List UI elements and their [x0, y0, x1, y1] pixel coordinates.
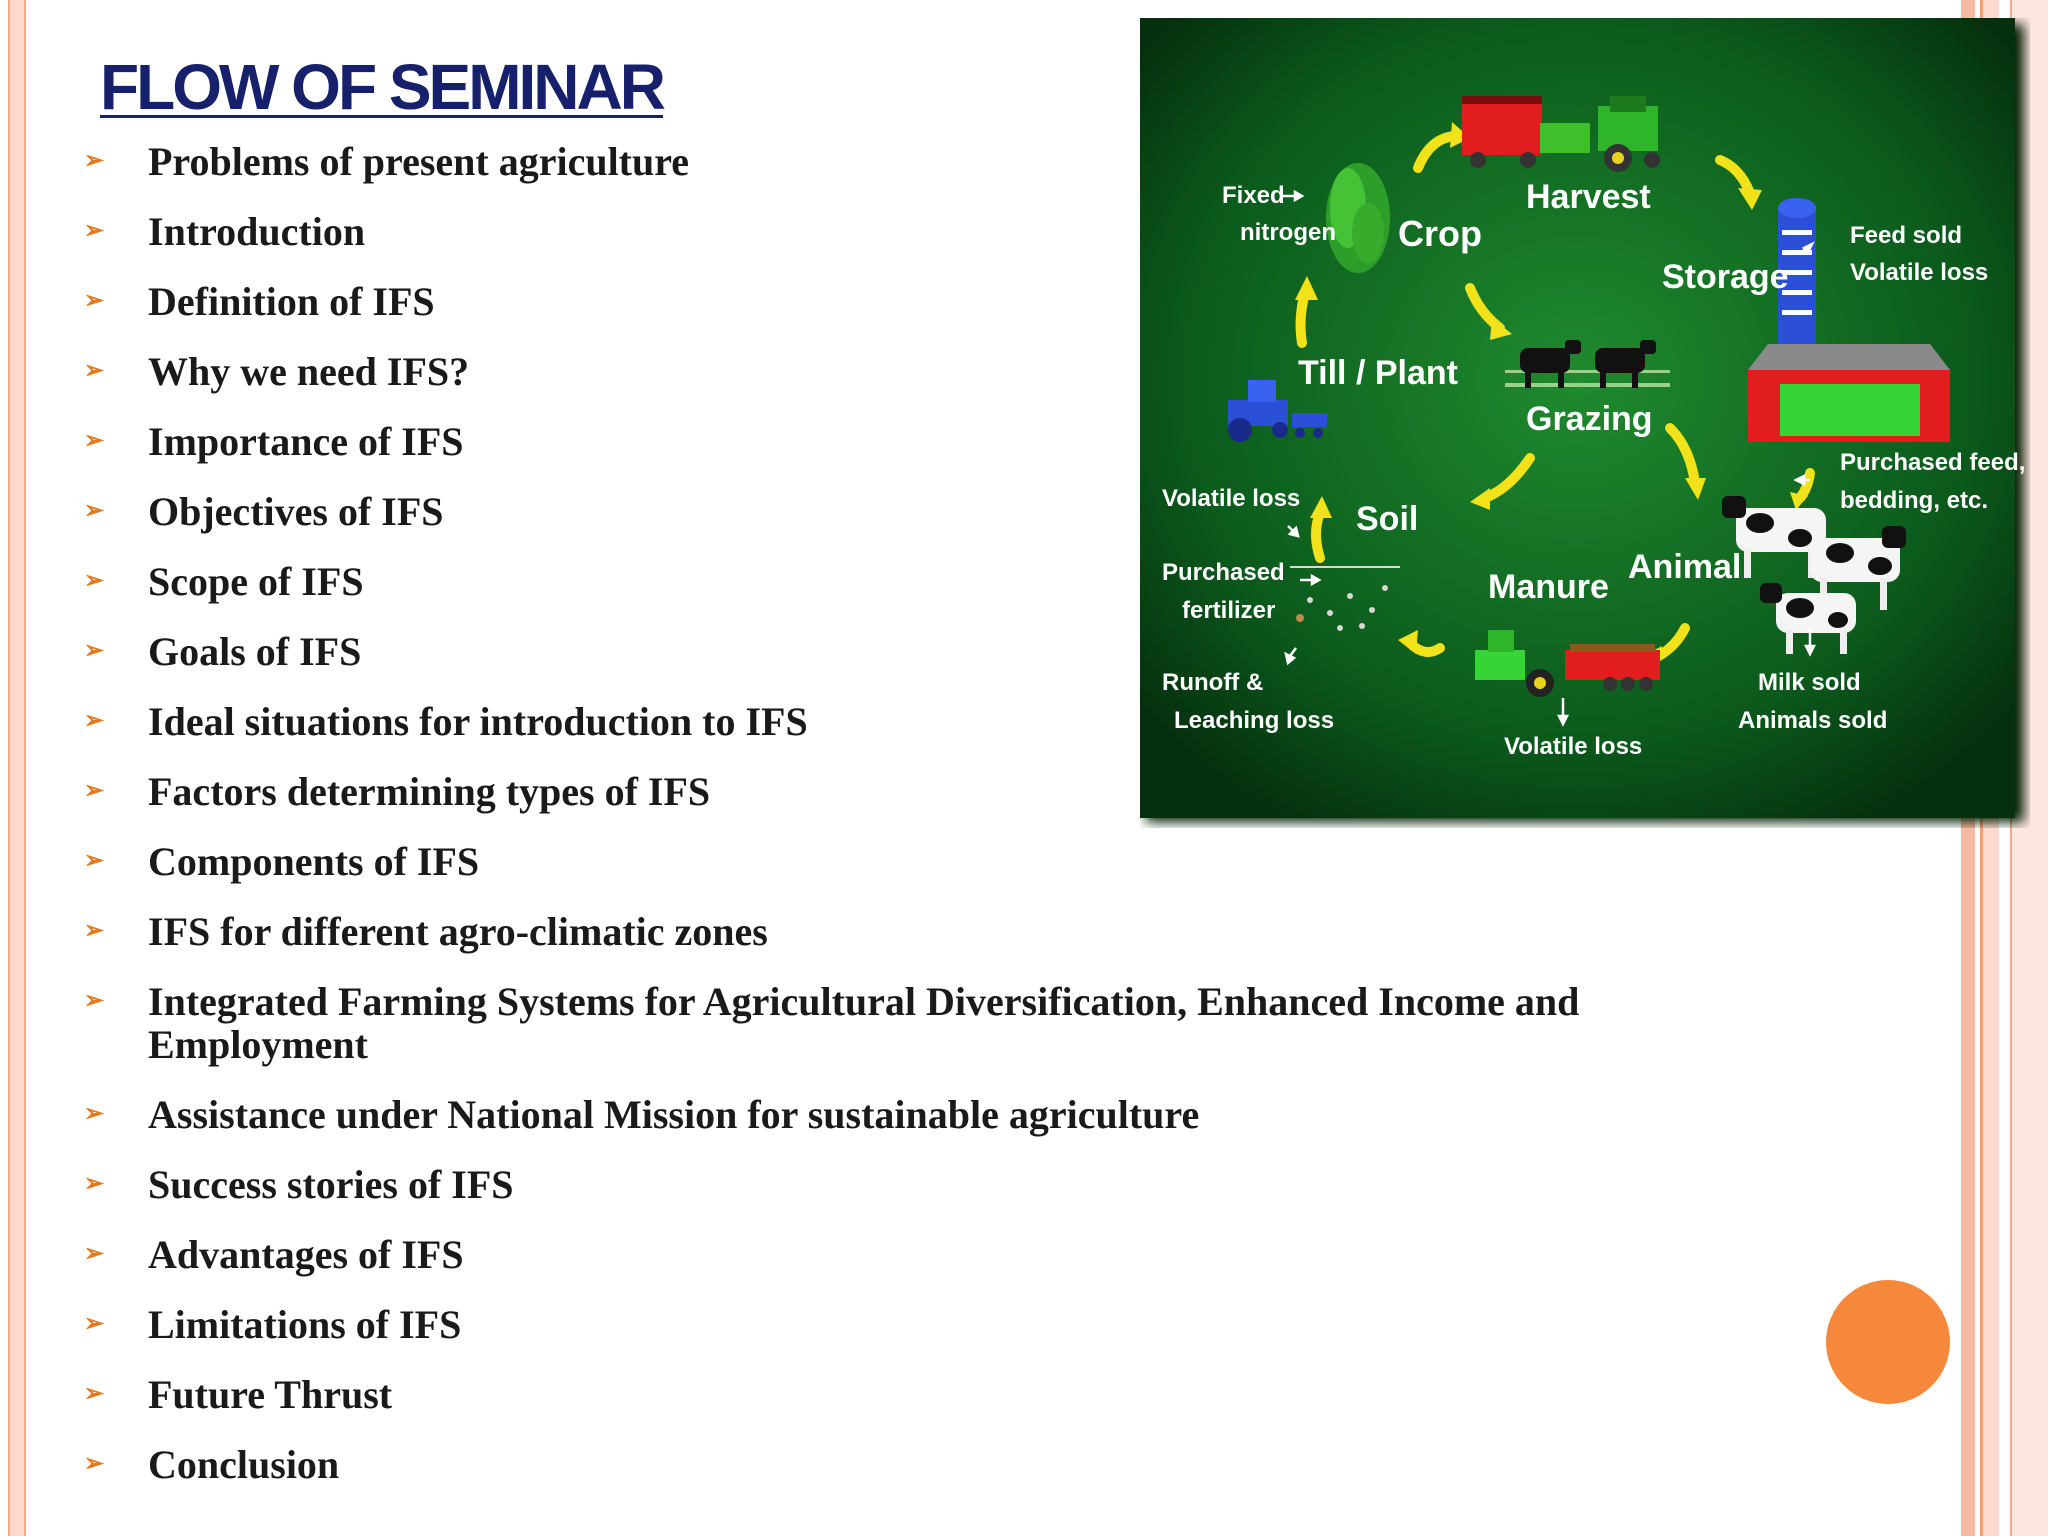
arrow-bullet-icon: ➢	[84, 498, 105, 524]
agenda-item-text: Components of IFS	[148, 839, 480, 884]
agenda-item	[84, 1093, 1804, 1136]
agenda-item-text: Limitations of IFS	[148, 1302, 462, 1347]
label-till-plant: Till / Plant	[1298, 354, 1458, 392]
label-manure: Manure	[1488, 568, 1609, 606]
agenda-item	[84, 1163, 1804, 1206]
agenda-item	[84, 1373, 1804, 1416]
agenda-item-text: Advantages of IFS	[148, 1232, 464, 1277]
arrow-bullet-icon: ➢	[84, 638, 105, 664]
agenda-item-text: Objectives of IFS	[148, 489, 444, 534]
label-crop: Crop	[1398, 213, 1482, 254]
agenda-item	[84, 1443, 1804, 1486]
agenda-item-text: Ideal situations for introduction to IFS	[148, 699, 808, 744]
agenda-item	[84, 910, 1804, 953]
label-storage: Storage	[1662, 258, 1789, 296]
arrow-soil-to-till	[1316, 513, 1320, 558]
left-decorative-stripe	[8, 0, 26, 1536]
agenda-item-text: Success stories of IFS	[148, 1162, 514, 1207]
label-animals-sold: Animals sold	[1738, 707, 1888, 734]
arrow-bullet-icon: ➢	[84, 1451, 105, 1477]
arrow-bullet-icon: ➢	[84, 568, 105, 594]
label-soil-volatile-loss: Volatile loss	[1162, 485, 1301, 512]
agenda-item-text: Scope of IFS	[148, 559, 364, 604]
agenda-item-text: Integrated Farming Systems for Agricultural Diversification, Enhanced Income and Employment	[148, 979, 1580, 1067]
agenda-item-text: Conclusion	[148, 1442, 340, 1487]
label-animal: Animal	[1628, 548, 1742, 586]
arrow-bullet-icon: ➢	[84, 428, 105, 454]
label-purchased: Purchased	[1162, 559, 1285, 586]
agenda-item	[84, 980, 1804, 1066]
label-bedding: bedding, etc.	[1840, 487, 1989, 514]
label-grazing: Grazing	[1526, 400, 1653, 438]
label-manure-volatile-loss: Volatile loss	[1504, 733, 1643, 760]
arrow-bullet-icon: ➢	[84, 708, 105, 734]
label-harvest: Harvest	[1526, 178, 1651, 216]
agenda-item-text: Introduction	[148, 209, 366, 254]
arrow-bullet-icon: ➢	[84, 1241, 105, 1267]
label-nitrogen: nitrogen	[1240, 219, 1336, 246]
arrow-bullet-icon: ➢	[84, 848, 105, 874]
slide-title: FLOW OF SEMINAR	[100, 51, 663, 123]
decorative-orange-circle	[1826, 1280, 1950, 1404]
agenda-item-text: Future Thrust	[148, 1372, 393, 1417]
arrow-bullet-icon: ➢	[84, 1171, 105, 1197]
agenda-item-text: Goals of IFS	[148, 629, 362, 674]
agenda-item	[84, 1303, 1804, 1346]
agenda-item-text: Assistance under National Mission for sustainable agriculture	[148, 1092, 1200, 1137]
ifs-nutrient-cycle-diagram	[1140, 18, 2030, 828]
arrow-till-to-crop	[1301, 293, 1305, 343]
label-soil: Soil	[1356, 500, 1419, 538]
label-runoff: Runoff &	[1162, 669, 1264, 696]
crop-plant-icon	[1326, 163, 1390, 273]
arrow-bullet-icon: ➢	[84, 988, 105, 1014]
arrow-bullet-icon: ➢	[84, 1381, 105, 1407]
label-purchased-feed: Purchased feed,	[1840, 449, 2026, 476]
arrow-bullet-icon: ➢	[84, 918, 105, 944]
label-leaching-loss: Leaching loss	[1174, 707, 1335, 734]
agenda-item-text: Importance of IFS	[148, 419, 464, 464]
arrow-bullet-icon: ➢	[84, 218, 105, 244]
agenda-item-text: Problems of present agriculture	[148, 139, 690, 184]
label-fixed: Fixed	[1222, 182, 1285, 209]
label-feed-sold: Feed sold	[1850, 222, 1963, 249]
agenda-item-text: Definition of IFS	[148, 279, 435, 324]
label-storage-volatile-loss: Volatile loss	[1850, 259, 1989, 286]
arrow-bullet-icon: ➢	[84, 148, 105, 174]
arrow-bullet-icon: ➢	[84, 288, 105, 314]
agenda-item	[84, 1233, 1804, 1276]
agenda-item-text: Factors determining types of IFS	[148, 769, 711, 814]
arrow-bullet-icon: ➢	[84, 1101, 105, 1127]
arrow-bullet-icon: ➢	[84, 778, 105, 804]
arrow-bullet-icon: ➢	[84, 358, 105, 384]
agenda-item-text: IFS for different agro-climatic zones	[148, 909, 768, 954]
label-milk-sold: Milk sold	[1758, 669, 1861, 696]
agenda-item	[84, 840, 1804, 883]
arrow-bullet-icon: ➢	[84, 1311, 105, 1337]
label-fertilizer: fertilizer	[1182, 597, 1276, 624]
agenda-item-text: Why we need IFS?	[148, 349, 470, 394]
